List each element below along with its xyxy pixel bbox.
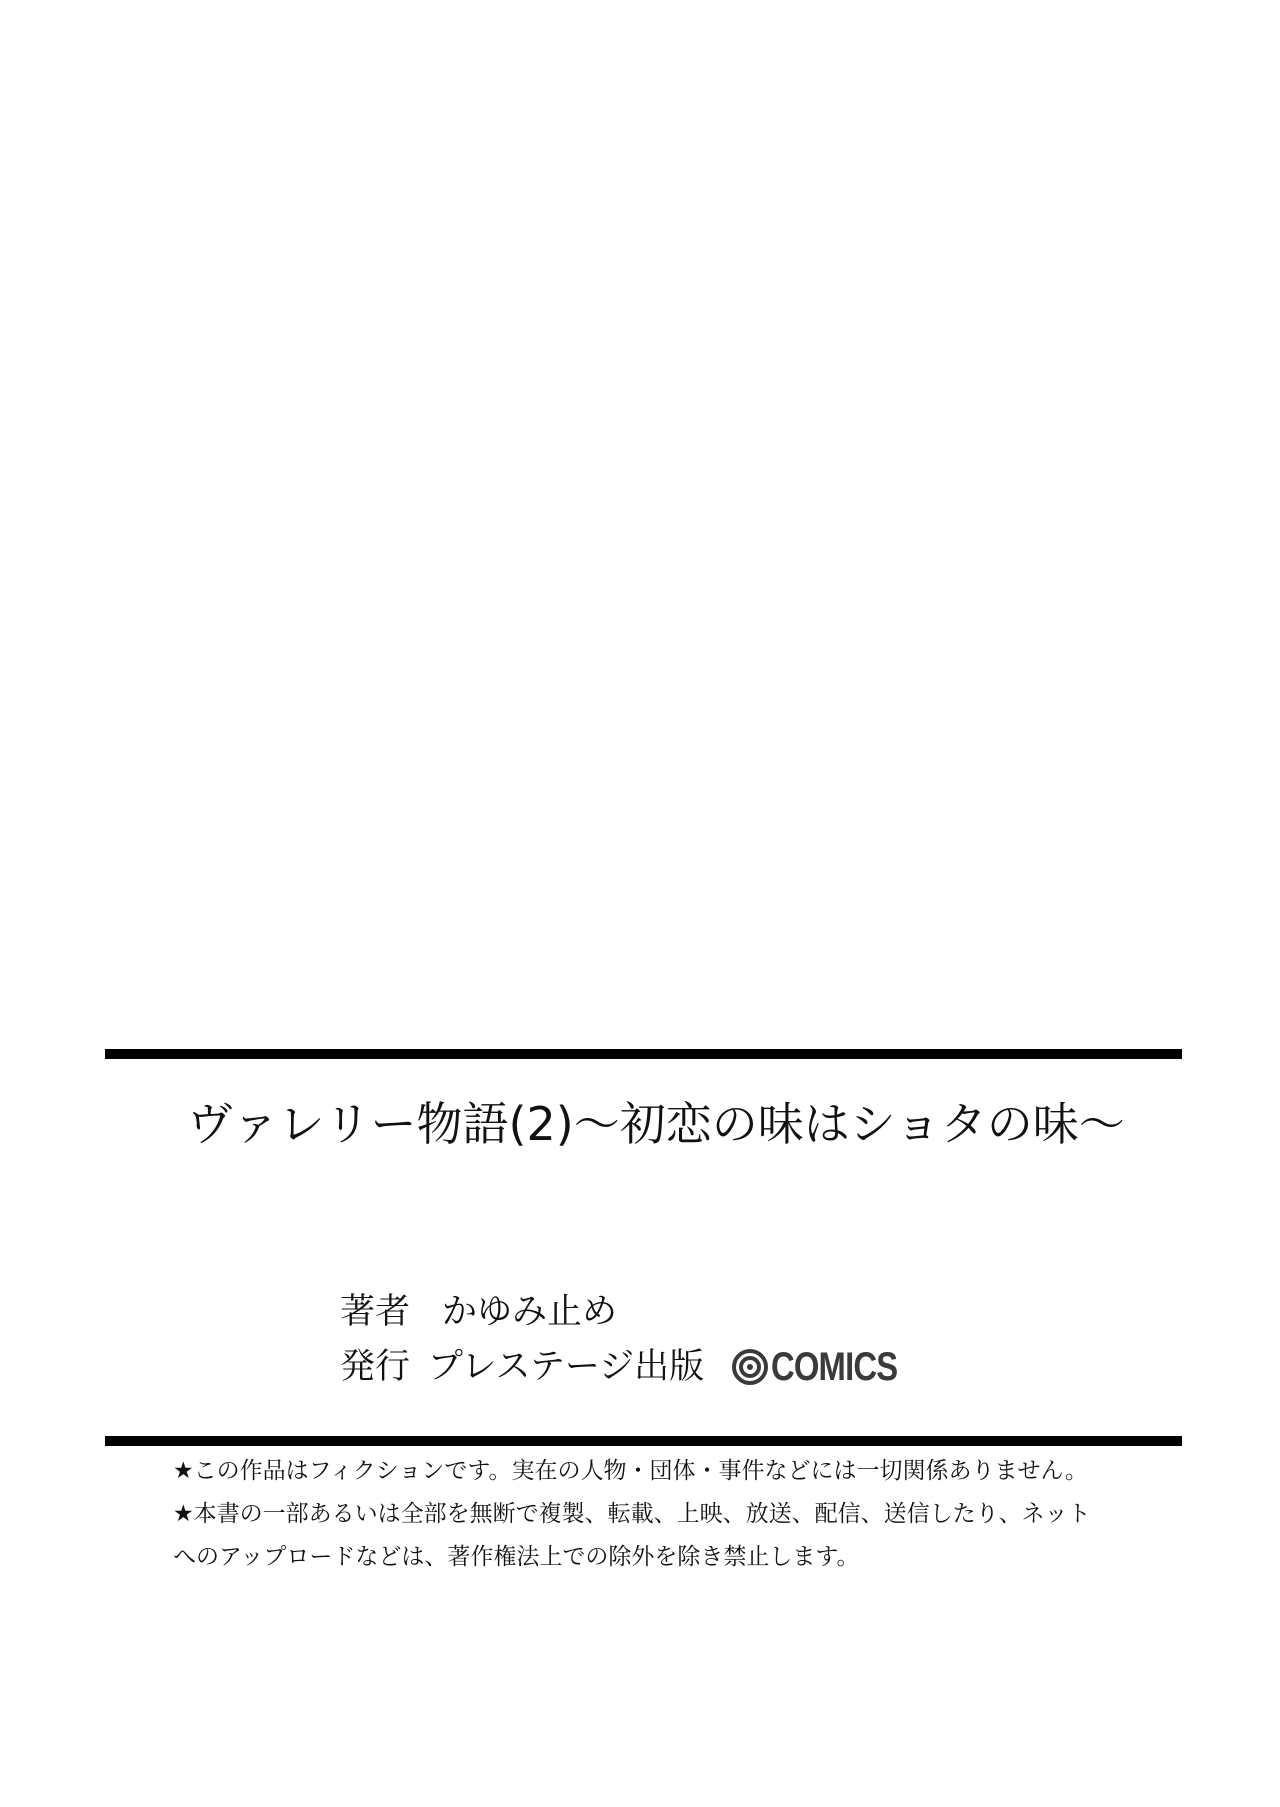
author-name: かゆみ止め [442,1292,618,1332]
author-label: 著者 [340,1292,411,1332]
author-row [340,1289,617,1335]
top-rule [105,1049,1182,1059]
publisher-logo [732,1344,925,1390]
publisher-label: 発行 [340,1347,411,1387]
logo-text: COMICS [771,1345,898,1389]
publisher-name: プレステージ出版 [428,1347,705,1387]
target-circle-logo-icon [732,1349,768,1385]
publisher-row [340,1344,925,1390]
notice-copyright-line-1: ★本書の一部あるいは全部を無断で複製、転載、上映、放送、配信、送信したり、ネット [173,1501,1091,1527]
notice-copyright-line-2: へのアップロードなどは、著作権法上での除外を除き禁止します。 [173,1544,860,1570]
bottom-rule [105,1436,1182,1446]
book-title: ヴァレリー物語(2)〜初恋の味はショタの味〜 [187,1097,1125,1151]
notice-fiction: ★この作品はフィクションです。実在の人物・団体・事件などには一切関係ありません。 [173,1458,1088,1484]
